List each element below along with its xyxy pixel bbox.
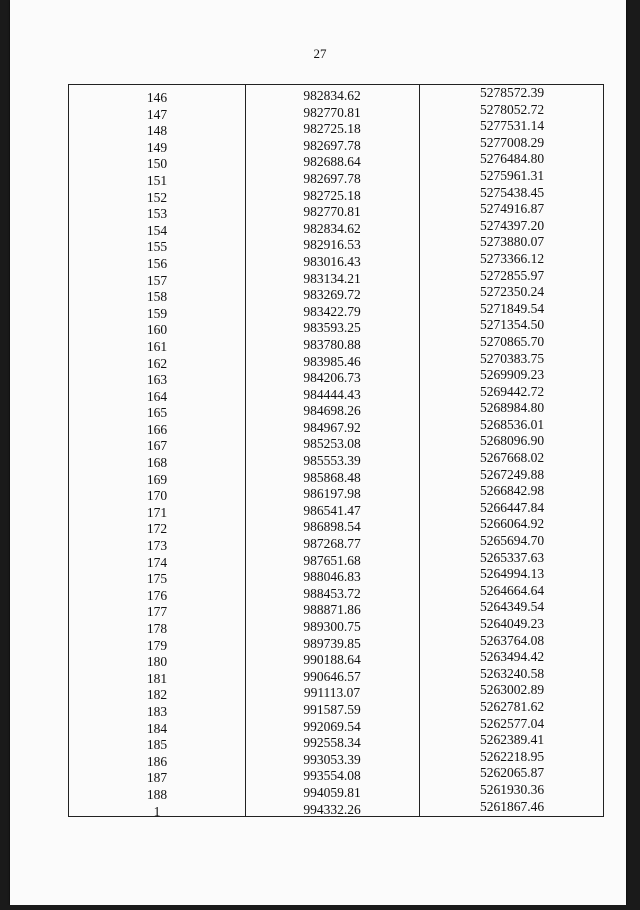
x-coordinate: 982725.18 (303, 187, 361, 203)
x-coordinate: 984444.43 (303, 386, 361, 402)
point-number: 150 (146, 156, 168, 172)
point-number: 178 (146, 621, 168, 636)
point-number: 177 (146, 604, 168, 620)
x-coordinate: 986197.98 (303, 486, 361, 502)
y-coordinate: 5264994.13 (479, 566, 545, 582)
x-coordinate: 982770.81 (303, 104, 361, 120)
y-coordinate: 5266064.92 (479, 516, 545, 532)
x-coordinate: 990188.64 (303, 652, 361, 668)
point-number: 147 (146, 106, 168, 122)
y-coordinate: 5267249.88 (479, 466, 545, 482)
x-coordinate: 988046.83 (303, 569, 361, 585)
point-number: 181 (146, 670, 168, 686)
y-coordinate: 5265337.63 (479, 549, 545, 565)
point-number: 187 (146, 770, 168, 786)
y-coordinate: 5264049.23 (479, 616, 545, 631)
x-coordinate: 993554.08 (303, 768, 361, 784)
point-number: 157 (146, 272, 168, 288)
point-number: 149 (146, 139, 168, 155)
point-number: 167 (146, 438, 168, 454)
point-number: 188 (146, 786, 168, 802)
y-coordinate: 5277008.29 (479, 134, 545, 150)
y-coordinate: 5263494.42 (479, 649, 545, 665)
y-coordinate: 5262065.87 (479, 765, 545, 781)
point-number: 172 (146, 521, 168, 537)
x-coordinate: 983422.79 (303, 303, 361, 319)
point-number: 1 (153, 803, 161, 819)
x-coordinate: 982725.18 (303, 121, 361, 137)
x-coordinate: 985553.39 (303, 453, 361, 469)
y-coordinate: 5268096.90 (479, 433, 545, 449)
y-coordinate: 5270383.75 (479, 350, 545, 366)
point-number: 148 (146, 123, 168, 139)
y-coordinate: 5271849.54 (479, 300, 545, 316)
x-coordinate: 988453.72 (303, 585, 361, 601)
y-coordinate: 5273880.07 (479, 234, 545, 250)
x-coordinate: 986898.54 (303, 519, 361, 535)
x-coordinate: 988871.86 (303, 602, 361, 618)
y-coordinate: 5266447.84 (479, 499, 545, 515)
x-coordinate: 991113.07 (303, 685, 361, 701)
y-coordinate: 5266842.98 (479, 483, 545, 499)
y-coordinate: 5267668.02 (479, 450, 545, 466)
y-coordinate: 5276484.80 (479, 151, 545, 167)
y-coordinate: 5275961.31 (479, 167, 545, 183)
point-number: 152 (146, 189, 168, 205)
point-number: 185 (146, 737, 168, 753)
y-coordinate: 5262781.62 (479, 698, 545, 714)
y-coordinate: 5274397.20 (479, 217, 545, 233)
point-number: 186 (146, 753, 168, 769)
y-coordinate: 5271354.50 (479, 317, 545, 333)
x-coordinate: 993053.39 (303, 751, 361, 767)
point-number: 176 (146, 587, 168, 603)
x-coordinate: 989739.85 (303, 635, 361, 651)
point-number: 171 (146, 504, 168, 520)
point-number: 159 (146, 305, 168, 321)
y-coordinate: 5270865.70 (479, 333, 545, 349)
y-coordinate: 5278052.72 (479, 101, 545, 117)
point-number: 164 (146, 388, 168, 404)
point-number: 175 (146, 571, 168, 587)
y-coordinate: 5272350.24 (479, 284, 545, 300)
point-number: 153 (146, 206, 168, 222)
x-coordinate: 982697.78 (303, 170, 361, 186)
x-coordinate: 986541.47 (303, 502, 361, 518)
page-number: 27 (313, 46, 327, 61)
point-number: 182 (146, 687, 168, 703)
y-coordinate: 5273366.12 (479, 250, 545, 266)
point-number: 184 (146, 720, 168, 736)
point-number: 146 (146, 90, 168, 105)
y-coordinate: 5261867.46 (479, 798, 545, 814)
scan-border (0, 905, 640, 910)
x-coordinate: 983016.43 (303, 253, 361, 269)
y-coordinate: 5262389.41 (479, 732, 545, 748)
y-coordinate: 5269442.72 (479, 383, 545, 399)
x-coordinate: 983269.72 (303, 287, 361, 303)
y-coordinate: 5264349.54 (479, 599, 545, 615)
x-coordinate: 983780.88 (303, 336, 361, 352)
y-coordinate: 5262577.04 (479, 715, 545, 731)
point-number: 173 (146, 538, 168, 554)
x-coordinate: 987651.68 (303, 552, 361, 568)
y-coordinate: 5262218.95 (479, 748, 545, 764)
point-number: 161 (146, 338, 168, 354)
x-coordinate: 992558.34 (303, 735, 361, 751)
x-coordinate: 984698.26 (303, 403, 361, 419)
x-coordinate: 982834.62 (303, 220, 361, 236)
y-coordinate: 5264664.64 (479, 582, 545, 598)
x-coordinate: 994059.81 (303, 784, 361, 800)
y-coordinate: 5261930.36 (479, 781, 545, 797)
point-number: 154 (146, 222, 168, 238)
x-coordinate: 992069.54 (303, 718, 361, 734)
x-coordinate: 982770.81 (303, 204, 361, 220)
y-coordinate: 5263002.89 (479, 682, 545, 698)
point-number: 158 (146, 289, 168, 305)
point-number: 156 (146, 255, 168, 271)
x-coordinate: 982834.62 (303, 88, 361, 103)
x-coordinate: 994332.26 (303, 801, 361, 817)
y-coordinate: 5263764.08 (479, 632, 545, 648)
point-number: 183 (146, 703, 168, 719)
point-number: 162 (146, 355, 168, 371)
point-number: 166 (146, 421, 168, 437)
y-coordinate: 5263240.58 (479, 665, 545, 681)
x-coordinate: 990646.57 (303, 668, 361, 684)
x-coordinate: 983985.46 (303, 353, 361, 369)
x-coordinate: 984967.92 (303, 419, 361, 435)
point-number: 168 (146, 455, 168, 471)
y-coordinate: 5274916.87 (479, 201, 545, 217)
x-coordinate: 984206.73 (303, 370, 361, 386)
y-coordinate: 5278572.39 (479, 85, 545, 100)
x-coordinate: 982688.64 (303, 154, 361, 170)
x-coordinate: 989300.75 (303, 619, 361, 634)
table-row (69, 798, 603, 819)
x-coordinate: 983134.21 (303, 270, 361, 286)
point-number: 163 (146, 372, 168, 388)
point-number: 155 (146, 239, 168, 255)
x-coordinate: 987268.77 (303, 536, 361, 552)
point-number: 165 (146, 405, 168, 421)
point-number: 180 (146, 654, 168, 670)
y-coordinate: 5275438.45 (479, 184, 545, 200)
y-coordinate: 5268536.01 (479, 416, 545, 432)
table-body (69, 87, 603, 817)
y-coordinate: 5277531.14 (479, 118, 545, 134)
y-coordinate: 5265694.70 (479, 533, 545, 549)
x-coordinate: 982697.78 (303, 137, 361, 153)
y-coordinate: 5272855.97 (479, 267, 545, 283)
x-coordinate: 985868.48 (303, 469, 361, 485)
x-coordinate: 982916.53 (303, 237, 361, 253)
y-coordinate: 5268984.80 (479, 400, 545, 416)
y-coordinate: 5269909.23 (479, 367, 545, 383)
point-number: 179 (146, 637, 168, 653)
point-number: 151 (146, 172, 168, 188)
x-coordinate: 983593.25 (303, 320, 361, 336)
point-number: 160 (146, 322, 168, 338)
coordinates-table (68, 84, 604, 817)
x-coordinate: 991587.59 (303, 701, 361, 717)
point-number: 170 (146, 488, 168, 504)
point-number: 169 (146, 471, 168, 487)
point-number: 174 (146, 554, 168, 570)
x-coordinate: 985253.08 (303, 436, 361, 452)
